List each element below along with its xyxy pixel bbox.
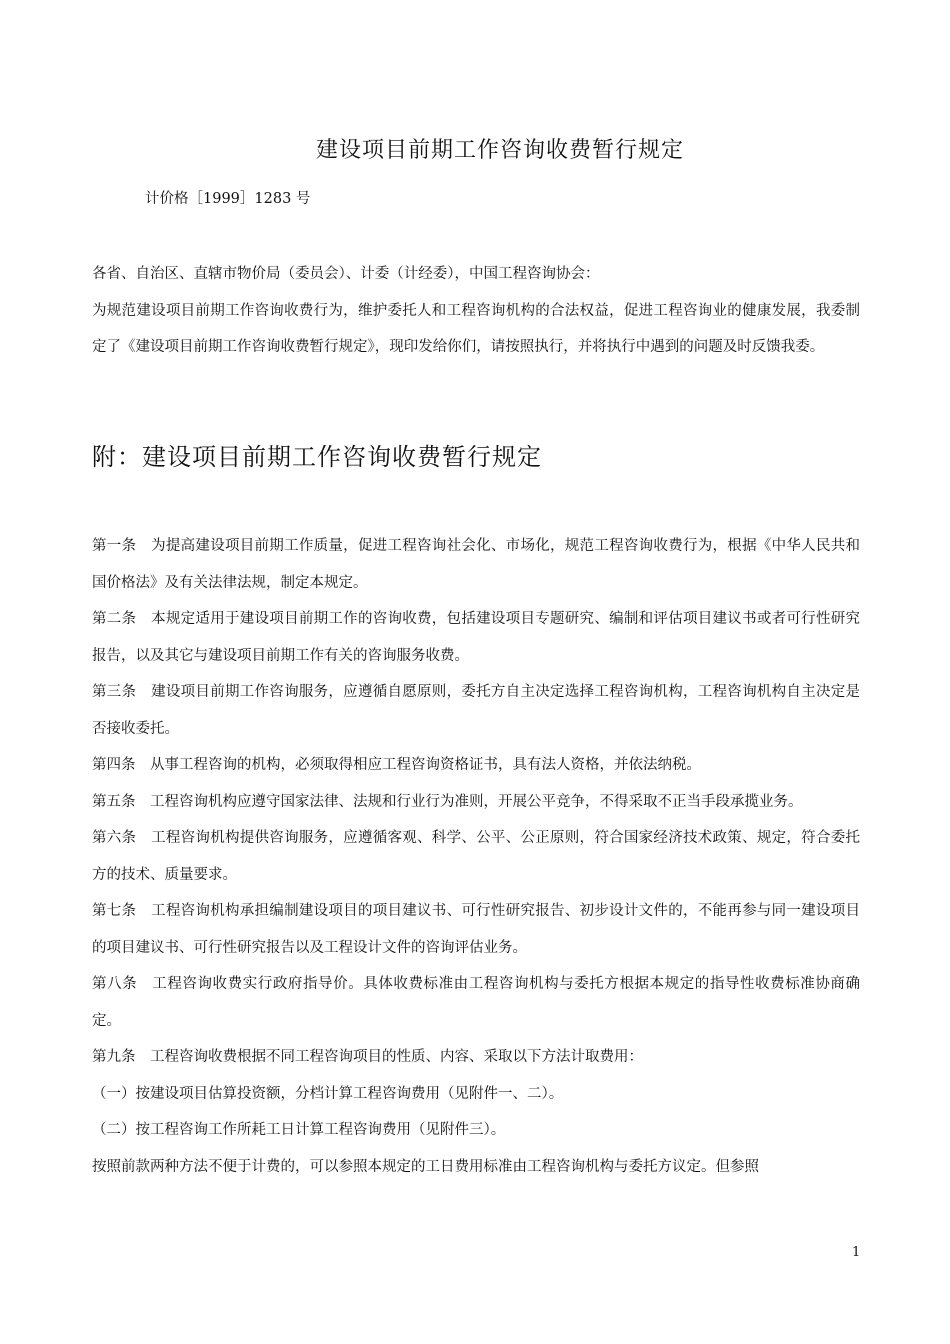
article-7: 第七条 工程咨询机构承担编制建设项目的项目建议书、可行性研究报告、初步设计文件的，不能再参与同一建设项目的项目建议书、可行性研究报告以及工程设计文件的咨询评估业务。 [92,903,860,956]
article-3: 第三条 建设项目前期工作咨询服务，应遵循自愿原则，委托方自主决定选择工程咨询机构，工程咨询机构自主决定是否接收委托。 [92,684,860,737]
article-5: 第五条 工程咨询机构应遵守国家法律、法规和行业行为准则，开展公平竞争，不得采取不正当手段承揽业务。 [92,793,803,810]
article-6: 第六条 工程咨询机构提供咨询服务，应遵循客观、科学、公平、公正原则，符合国家经济技术政策、规定，符合委托方的技术、质量要求。 [92,830,860,883]
article-9-note: 按照前款两种方法不便于计费的，可以参照本规定的工日费用标准由工程咨询机构与委托方议定。但参照 [92,1158,759,1175]
annex-title: 附：建设项目前期工作咨询收费暂行规定 [92,443,542,471]
intro-section [92,256,860,366]
addressee-line: 各省、自治区、直辖市物价局（委员会）、计委（计经委），中国工程咨询协会： [92,266,600,282]
article-1: 第一条 为提高建设项目前期工作质量，促进工程咨询社会化、市场化，规范工程咨询收费行为，根据《中华人民共和国价格法》及有关法律法规，制定本规定。 [92,538,860,591]
article-9-item-1: （一）按建设项目估算投资额，分档计算工程咨询费用（见附件一、二）。 [92,1085,564,1102]
article-2: 第二条 本规定适用于建设项目前期工作的咨询收费，包括建设项目专题研究、编制和评估项目建议书或者可行性研究报告，以及其它与建设项目前期工作有关的咨询服务收费。 [92,611,860,664]
articles-section [92,528,860,1185]
document-number: 计价格［1999］1283 号 [145,191,311,207]
intro-paragraph: 为规范建设项目前期工作咨询收费行为，维护委托人和工程咨询机构的合法权益，促进工程咨询业的健康发展，我委制定了《建设项目前期工作咨询收费暂行规定》，现印发给你们，请按照执行，并将执行中遇到的问题及时反馈我委。 [92,302,860,355]
article-9-item-2: （二）按工程咨询工作所耗工日计算工程咨询费用（见附件三）。 [92,1122,506,1138]
article-9: 第九条 工程咨询收费根据不同工程咨询项目的性质、内容、采取以下方法计取费用： [92,1049,643,1065]
page-number: 1 [852,1245,861,1260]
article-8: 第八条 工程咨询收费实行政府指导价。具体收费标准由工程咨询机构与委托方根据本规定的指导性收费标准协商确定。 [92,976,860,1029]
document-title: 建设项目前期工作咨询收费暂行规定 [315,138,684,163]
article-4: 第四条 从事工程咨询的机构，必须取得相应工程咨询资格证书，具有法人资格，并依法纳税。 [92,757,701,773]
